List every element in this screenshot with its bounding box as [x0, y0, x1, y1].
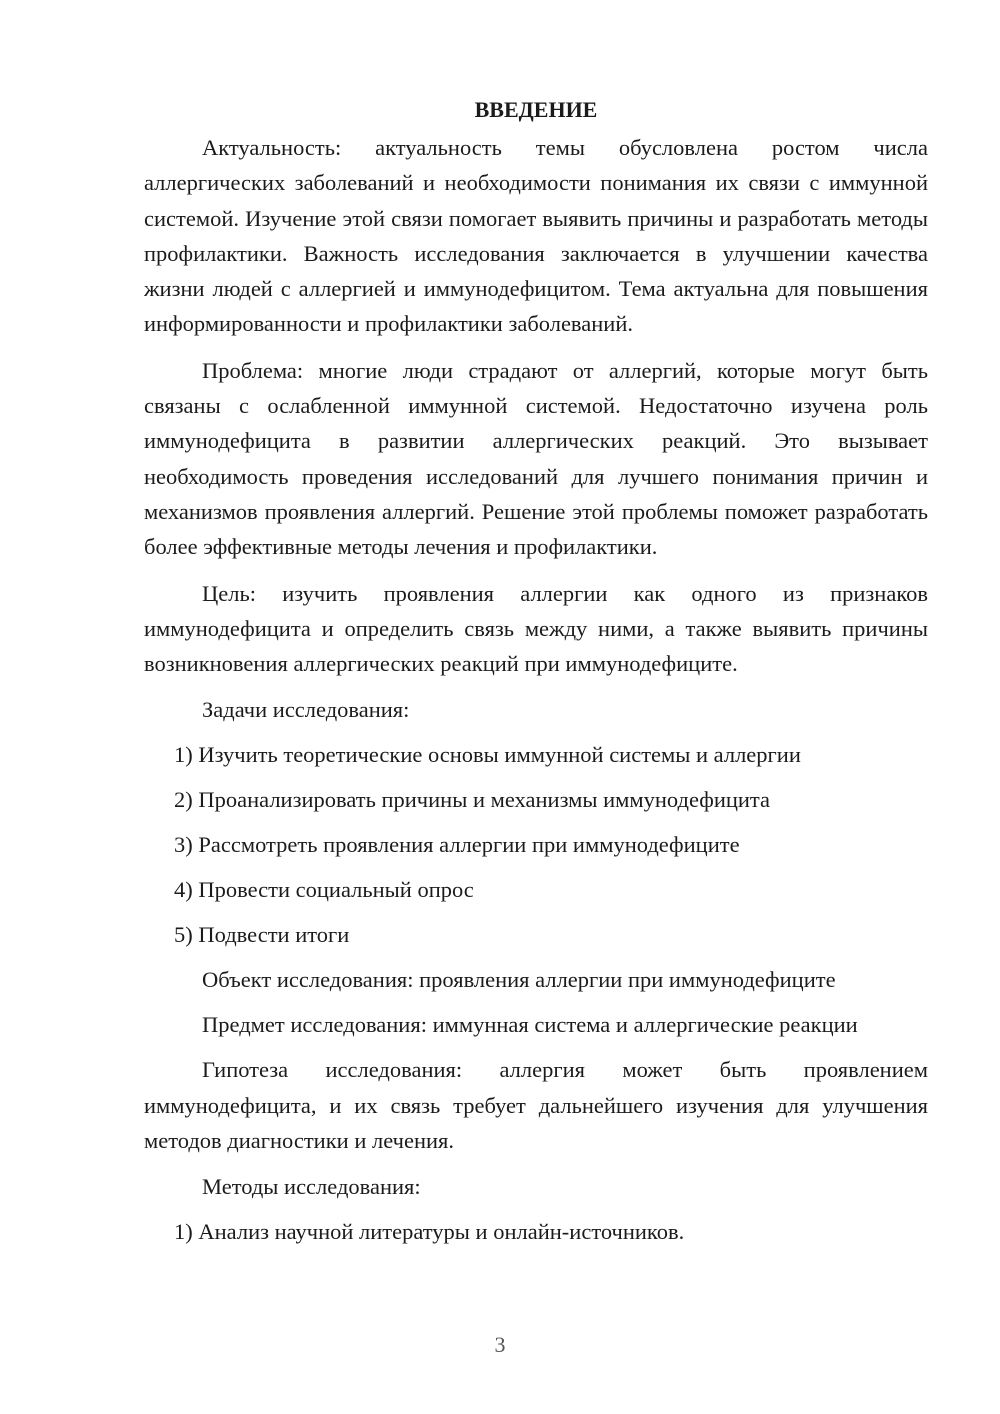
- page-title: ВВЕДЕНИЕ: [474, 97, 598, 122]
- task-item-2: 2) Проанализировать причины и механизмы иммунодефицита: [174, 787, 771, 813]
- task-item-3: 3) Рассмотреть проявления аллергии при иммунодефиците: [174, 832, 740, 858]
- task-item-1: 1) Изучить теоретические основы иммунной системы и аллергии: [174, 742, 801, 768]
- relevance-paragraph: Актуальность: актуальность темы обусловлена ростом числа аллергических заболеваний и необходимости понимания их связи с иммунной системой. Изучение этой связи помогает выявить причины и разработать методы профилактики. Важность исследования заключается в улучшении качества жизни людей с аллергией и иммунодефицитом. Тема актуальна для повышения информированности и профилактики заболеваний.: [144, 135, 928, 337]
- task-item-5: 5) Подвести итоги: [174, 922, 350, 948]
- research-object: Объект исследования: проявления аллергии при иммунодефиците: [202, 967, 836, 993]
- goal-paragraph: Цель: изучить проявления аллергии как одного из признаков иммунодефицита и определить связь между ними, а также выявить причины возникновения аллергических реакций при иммунодефиците.: [144, 580, 928, 677]
- task-item-4: 4) Провести социальный опрос: [174, 877, 474, 903]
- method-item-1: 1) Анализ научной литературы и онлайн-источников.: [174, 1219, 685, 1245]
- problem-paragraph: Проблема: многие люди страдают от аллергий, которые могут быть связаны с ослабленной иммунной системой. Недостаточно изучена роль иммунодефицита в развитии аллергических реакций. Это вызывает необходимость проведения исследований для лучшего понимания причин и механизмов проявления аллергий. Решение этой проблемы поможет разработать более эффективные методы лечения и профилактики.: [144, 357, 928, 560]
- tasks-heading: Задачи исследования:: [202, 697, 410, 723]
- hypothesis-paragraph: Гипотеза исследования: аллергия может быть проявлением иммунодефицита, и их связь требует дальнейшего изучения для улучшения методов диагностики и лечения.: [144, 1057, 928, 1154]
- research-subject: Предмет исследования: иммунная система и аллергические реакции: [202, 1012, 858, 1038]
- document-page: [144, 92, 928, 1259]
- methods-heading: Методы исследования:: [202, 1174, 421, 1200]
- page-number: 3: [494, 1332, 506, 1357]
